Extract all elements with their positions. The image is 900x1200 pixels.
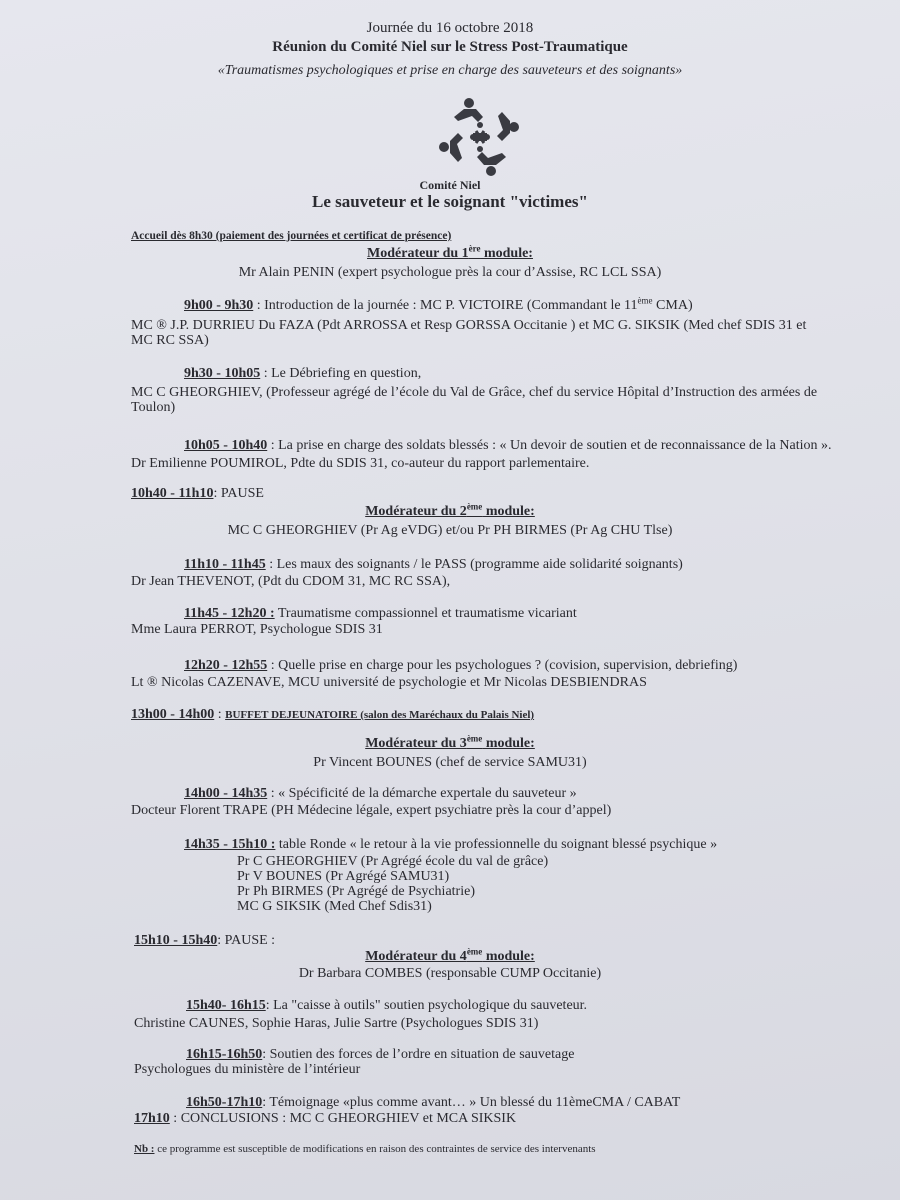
module-3-moderator: Pr Vincent BOUNES (chef de service SAMU31) [313, 755, 587, 770]
session-10h05: 10h05 - 10h40 : La prise en charge des soldats blessés : « Un devoir de soutien et de reconnaissance de la Nation ». [184, 438, 832, 453]
session-11h45-speaker: Mme Laura PERROT, Psychologue SDIS 31 [131, 622, 383, 637]
session-11h10: 11h10 - 11h45 : Les maux des soignants / le PASS (programme aide solidarité soignants) [184, 557, 683, 572]
session-9h30: 9h30 - 10h05 : Le Débriefing en question, [184, 366, 422, 381]
session-16h50: 16h50-17h10: Témoignage «plus comme avant… » Un blessé du 11èmeCMA / CABAT [186, 1095, 681, 1110]
session-12h20: 12h20 - 12h55 : Quelle prise en charge pour les psychologues ? (covision, supervision, debriefing) [184, 658, 738, 673]
round-table-speaker-4: MC G SIKSIK (Med Chef Sdis31) [237, 899, 432, 914]
session-15h40: 15h40- 16h15: La "caisse à outils" soutien psychologique du sauveteur. [186, 998, 588, 1013]
module-3-heading: Modérateur du 3ème module: [365, 733, 535, 751]
event-date: Journée du 16 octobre 2018 [366, 20, 534, 36]
session-15h10-pause: 15h10 - 15h40: PAUSE : [134, 933, 276, 948]
module-2-moderator: MC C GHEORGHIEV (Pr Ag eVDG) et/ou Pr PH BIRMES (Pr Ag CHU Tlse) [227, 523, 673, 538]
session-15h40-speaker: Christine CAUNES, Sophie Haras, Julie Sartre (Psychologues SDIS 31) [134, 1016, 539, 1031]
event-subtitle: «Traumatismes psychologiques et prise en charge des sauveteurs et des soignants» [217, 63, 683, 78]
session-9h00-speaker-cont: MC RC SSA) [131, 333, 209, 348]
session-9h00: 9h00 - 9h30 : Introduction de la journée : MC P. VICTOIRE (Commandant le 11ème CMA) [184, 295, 693, 313]
session-16h15-speaker: Psychologues du ministère de l’intérieur [134, 1062, 361, 1077]
session-14h00: 14h00 - 14h35 : « Spécificité de la démarche expertale du sauveteur » [184, 786, 577, 801]
session-10h05-speaker: Dr Emilienne POUMIROL, Pdte du SDIS 31, co-auteur du rapport parlementaire. [131, 456, 590, 471]
footnote: Nb : ce programme est susceptible de modifications en raison des contraintes de service des intervenants [134, 1143, 596, 1155]
session-14h35: 14h35 - 15h10 : table Ronde « le retour à la vie professionnelle du soignant blessé psychique » [184, 837, 718, 852]
session-14h00-speaker: Docteur Florent TRAPE (PH Médecine légale, expert psychiatre près la cour d’appel) [131, 803, 612, 818]
session-12h20-speaker: Lt ® Nicolas CAZENAVE, MCU université de psychologie et Mr Nicolas DESBIENDRAS [131, 675, 647, 690]
comite-niel-logo [436, 97, 526, 177]
meeting-title: Réunion du Comité Niel sur le Stress Post-Traumatique [272, 39, 628, 55]
session-9h00-speaker: MC ® J.P. DURRIEU Du FAZA (Pdt ARROSSA et Resp GORSSA Occitanie ) et MC G. SIKSIK (Med chef SDIS 31 et [131, 318, 807, 333]
session-16h15: 16h15-16h50: Soutien des forces de l’ordre en situation de sauvetage [186, 1047, 575, 1062]
session-9h30-speaker-cont: Toulon) [131, 400, 176, 415]
document-title: Le sauveteur et le soignant "victimes" [312, 192, 588, 211]
session-11h45: 11h45 - 12h20 : Traumatisme compassionnel et traumatisme vicariant [184, 606, 577, 621]
module-4-heading: Modérateur du 4ème module: [365, 946, 535, 964]
round-table-speaker-2: Pr V BOUNES (Pr Agrégé SAMU31) [237, 869, 450, 884]
round-table-speaker-3: Pr Ph BIRMES (Pr Agrégé de Psychiatrie) [237, 884, 475, 899]
module-4-moderator: Dr Barbara COMBES (responsable CUMP Occitanie) [298, 966, 602, 981]
session-9h30-speaker: MC C GHEORGHIEV, (Professeur agrégé de l’école du Val de Grâce, chef du service Hôpital d’Instruction des armées de [131, 385, 818, 400]
module-1-heading: Modérateur du 1ère module: [367, 243, 533, 261]
session-11h10-speaker: Dr Jean THEVENOT, (Pdt du CDOM 31, MC RC SSA), [131, 574, 451, 589]
session-10h40-pause: 10h40 - 11h10: PAUSE [131, 486, 264, 501]
module-2-heading: Modérateur du 2ème module: [365, 501, 535, 519]
session-13h00-buffet: 13h00 - 14h00 : BUFFET DEJEUNATOIRE (salon des Maréchaux du Palais Niel) [131, 707, 535, 722]
session-17h10-conclusions: 17h10 : CONCLUSIONS : MC C GHEORGHIEV et MCA SIKSIK [134, 1111, 517, 1126]
module-1-moderator: Mr Alain PENIN (expert psychologue près la cour d’Assise, RC LCL SSA) [238, 265, 662, 280]
round-table-speaker-1: Pr C GHEORGHIEV (Pr Agrégé école du val de grâce) [237, 854, 549, 869]
welcome-line: Accueil dès 8h30 (paiement des journées et certificat de présence) [131, 230, 452, 242]
logo-caption: Comité Niel [419, 178, 481, 192]
